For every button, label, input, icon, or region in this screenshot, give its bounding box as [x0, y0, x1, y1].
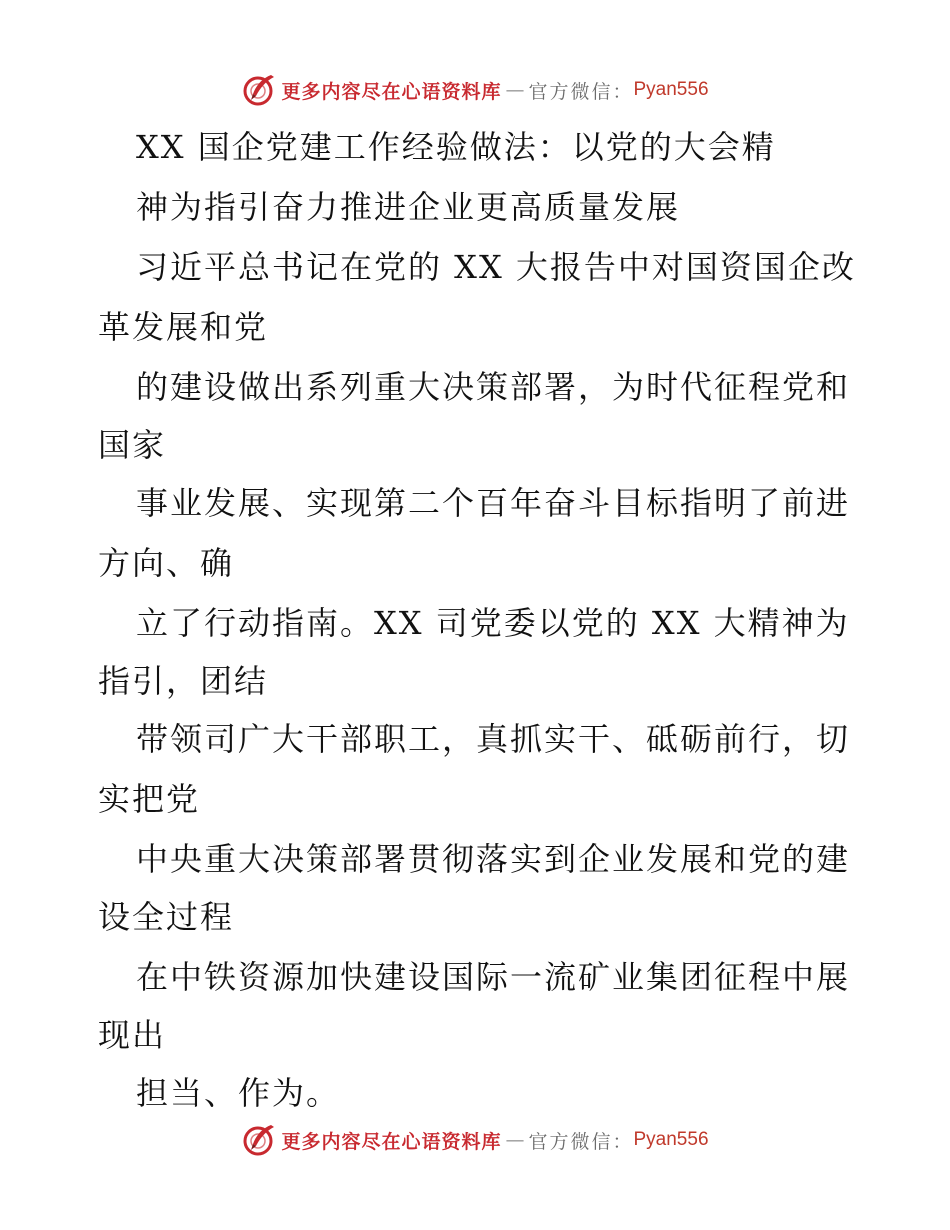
- footer-promo-text: 更多内容尽在心语资料库: [281, 1130, 502, 1153]
- paragraph-line: 的建设做出系列重大决策部署，为时代征程党和: [136, 368, 851, 406]
- footer-banner[interactable]: [0, 1120, 950, 1160]
- paragraph-line: 事业发展、实现第二个百年奋斗目标指明了前进: [136, 484, 851, 522]
- paragraph-line: 革发展和党: [98, 308, 269, 346]
- paragraph-line: 立了行动指南。XX 司党委以党的 XX 大精神为: [136, 604, 850, 642]
- document-title-line-2: 神为指引奋力推进企业更高质量发展: [136, 188, 681, 226]
- quill-pen-circle-icon: [241, 72, 277, 108]
- document-title-line-1: XX 国企党建工作经验做法：以党的大会精: [136, 128, 776, 166]
- header-wechat-label: 官方微信：: [528, 80, 634, 103]
- footer-separator: —: [505, 1129, 525, 1151]
- paragraph-line: 担当、作为。: [136, 1074, 341, 1112]
- paragraph-line: 带领司广大干部职工，真抓实干、砥砺前行，切: [136, 720, 851, 758]
- footer-wechat-label: 官方微信：: [528, 1130, 634, 1153]
- header-wechat-id: Pyan556: [633, 79, 709, 100]
- paragraph-line: 国家: [98, 426, 167, 464]
- paragraph-line: 实把党: [98, 780, 201, 818]
- quill-pen-circle-icon: [241, 1122, 277, 1158]
- paragraph-line: 现出: [98, 1016, 167, 1054]
- header-separator: —: [505, 79, 525, 101]
- paragraph-line: 中央重大决策部署贯彻落实到企业发展和党的建: [136, 840, 851, 878]
- paragraph-line: 设全过程: [98, 898, 235, 936]
- header-promo-text: 更多内容尽在心语资料库: [281, 80, 502, 103]
- header-banner[interactable]: [0, 70, 950, 110]
- paragraph-line: 指引，团结: [98, 662, 269, 700]
- paragraph-line: 习近平总书记在党的 XX 大报告中对国资国企改: [136, 248, 856, 286]
- footer-wechat-id: Pyan556: [633, 1129, 709, 1150]
- paragraph-line: 方向、确: [98, 544, 235, 582]
- paragraph-line: 在中铁资源加快建设国际一流矿业集团征程中展: [136, 958, 851, 996]
